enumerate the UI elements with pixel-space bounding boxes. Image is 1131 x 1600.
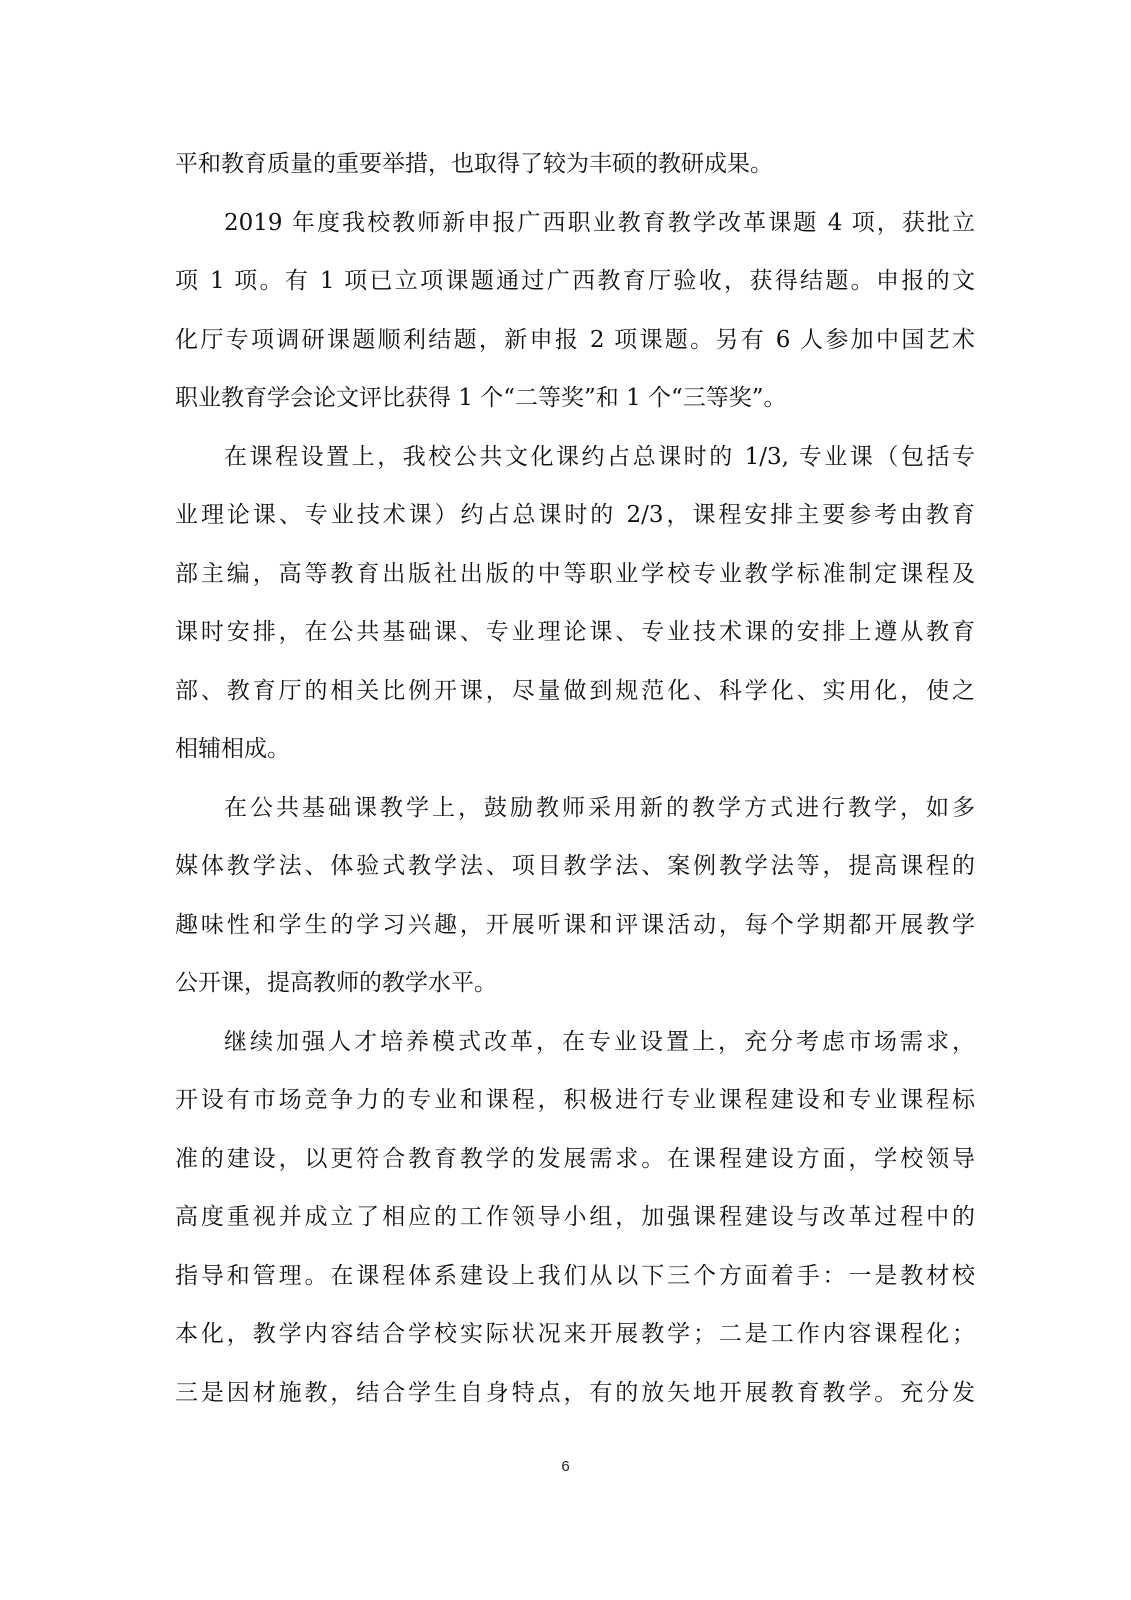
paragraph-2-line-2: 部主编，高等教育出版社出版的中等职业学校专业教学标准制定课程及 — [175, 561, 975, 587]
paragraph-4-line-0: 继续加强人才培养模式改革，在专业设置上，充分考虑市场需求， — [224, 1029, 975, 1055]
paragraph-1-line-2: 化厅专项调研课题顺利结题，新申报 2 项课题。另有 6 人参加中国艺术 — [175, 327, 975, 353]
paragraph-3-line-2: 趣味性和学生的学习兴趣，开展听课和评课活动，每个学期都开展教学 — [175, 912, 975, 938]
paragraph-3-line-1: 媒体教学法、体验式教学法、项目教学法、案例教学法等，提高课程的 — [175, 853, 975, 879]
paragraph-1-line-3: 职业教育学会论文评比获得 1 个“二等奖”和 1 个“三等奖”。 — [175, 385, 787, 411]
paragraph-2-line-0: 在课程设置上，我校公共文化课约占总课时的 1/3, 专业课（包括专 — [224, 444, 975, 470]
paragraph-3-line-3: 公开课，提高教师的教学水平。 — [175, 970, 497, 996]
paragraph-3-line-0: 在公共基础课教学上，鼓励教师采用新的教学方式进行教学，如多 — [224, 795, 975, 821]
paragraph-1-line-1: 项 1 项。有 1 项已立项课题通过广西教育厅验收，获得结题。申报的文 — [175, 268, 975, 294]
paragraph-4-line-2: 准的建设，以更符合教育教学的发展需求。在课程建设方面，学校领导 — [175, 1146, 975, 1172]
paragraph-4-line-4: 指导和管理。在课程体系建设上我们从以下三个方面着手：一是教材校 — [175, 1263, 975, 1289]
paragraph-4-line-5: 本化，教学内容结合学校实际状况来开展教学；二是工作内容课程化； — [175, 1321, 975, 1347]
paragraph-1-line-0: 2019 年度我校教师新申报广西职业教育教学改革课题 4 项，获批立 — [224, 210, 975, 236]
page-number: 6 — [561, 1458, 570, 1475]
paragraph-4-line-6: 三是因材施教，结合学生自身特点，有的放矢地开展教育教学。充分发 — [175, 1380, 975, 1406]
paragraph-2-line-3: 课时安排，在公共基础课、专业理论课、专业技术课的安排上遵从教育 — [175, 619, 975, 645]
paragraph-2-line-4: 部、教育厅的相关比例开课，尽量做到规范化、科学化、实用化，使之 — [175, 678, 975, 704]
paragraph-4-line-1: 开设有市场竞争力的专业和课程，积极进行专业课程建设和专业课程标 — [175, 1087, 975, 1113]
paragraph-2-line-1: 业理论课、专业技术课）约占总课时的 2/3，课程安排主要参考由教育 — [175, 502, 975, 528]
paragraph-0-line-0: 平和教育质量的重要举措，也取得了较为丰硕的教研成果。 — [175, 151, 773, 177]
paragraph-4-line-3: 高度重视并成立了相应的工作领导小组，加强课程建设与改革过程中的 — [175, 1204, 975, 1230]
paragraph-2-line-5: 相辅相成。 — [175, 736, 290, 762]
